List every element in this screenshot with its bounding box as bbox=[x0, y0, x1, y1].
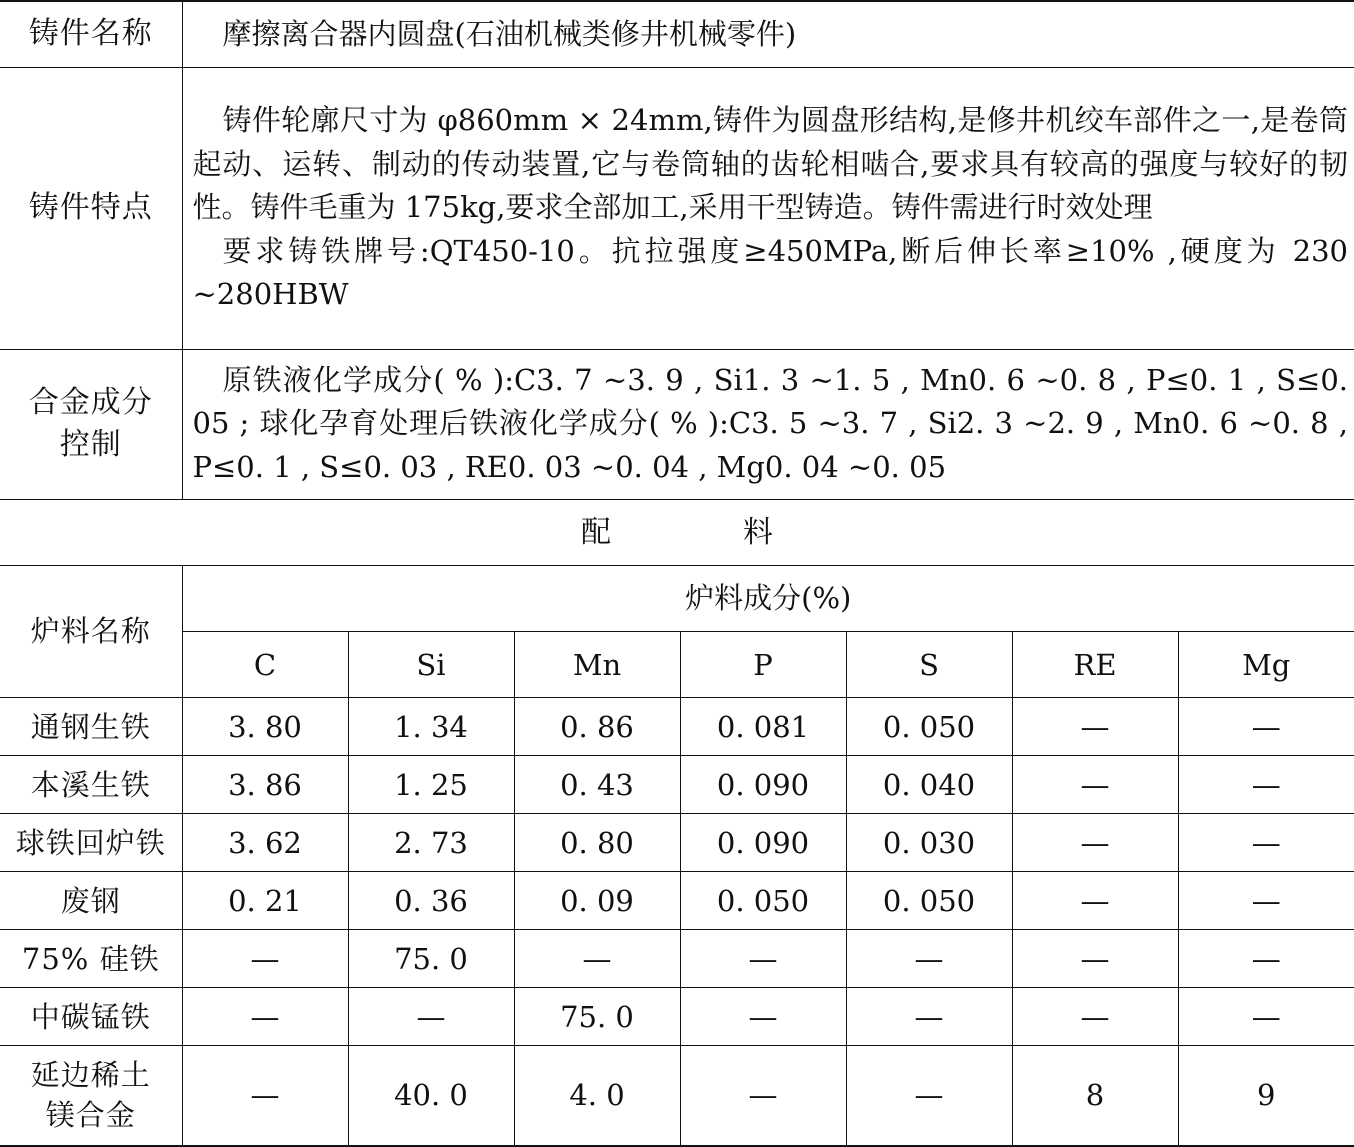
info-row-alloy bbox=[0, 349, 1354, 499]
casting-info-table bbox=[0, 0, 1354, 500]
material-name-cell: 球铁回炉铁 bbox=[0, 814, 182, 872]
value-cell-re: — bbox=[1012, 872, 1178, 930]
value-cell-s: 0. 050 bbox=[846, 698, 1012, 756]
value-cell-p: 0. 081 bbox=[680, 698, 846, 756]
value-cell-s: 0. 050 bbox=[846, 872, 1012, 930]
value-cell-mg: — bbox=[1178, 988, 1354, 1046]
value-cell-si: 1. 34 bbox=[348, 698, 514, 756]
table-row bbox=[0, 698, 1354, 756]
alloy-control-cell bbox=[182, 349, 1354, 499]
info-row-features bbox=[0, 67, 1354, 349]
value-cell-mg: — bbox=[1178, 698, 1354, 756]
value-cell-p: 0. 050 bbox=[680, 872, 846, 930]
alloy-control-label bbox=[0, 349, 182, 499]
material-name-line-2: 镁合金 bbox=[45, 1098, 136, 1133]
table-row bbox=[0, 756, 1354, 814]
value-cell-c: 3. 62 bbox=[182, 814, 348, 872]
material-name-cell: 本溪生铁 bbox=[0, 756, 182, 814]
value-cell-s: — bbox=[846, 1046, 1012, 1146]
value-cell-mn: 0. 43 bbox=[514, 756, 680, 814]
value-cell-p: 0. 090 bbox=[680, 756, 846, 814]
value-cell-c: — bbox=[182, 988, 348, 1046]
material-name-cell: 75% 硅铁 bbox=[0, 930, 182, 988]
alloy-control-label-line-1: 合金成分 bbox=[28, 385, 153, 420]
value-cell-p: — bbox=[680, 988, 846, 1046]
charge-section-title bbox=[0, 500, 1354, 566]
value-cell-p: 0. 090 bbox=[680, 814, 846, 872]
element-header-si: Si bbox=[348, 632, 514, 698]
value-cell-re: — bbox=[1012, 756, 1178, 814]
value-cell-mg: — bbox=[1178, 756, 1354, 814]
value-cell-s: 0. 030 bbox=[846, 814, 1012, 872]
value-cell-mg: 9 bbox=[1178, 1046, 1354, 1146]
value-cell-si: 0. 36 bbox=[348, 872, 514, 930]
value-cell-si: — bbox=[348, 988, 514, 1046]
casting-features-paragraph-1: 铸件轮廓尺寸为 φ860mm × 24mm,铸件为圆盘形结构,是修井机绞车部件之一,是卷筒起动、运转、制动的传动装置,它与卷筒轴的齿轮相啮合,要求具有较高的强度与较好的韧性。铸件毛重为 175kg,要求全部加工,采用干型铸造。铸件需进行时效处理 bbox=[192, 103, 1348, 225]
casting-features-paragraph-2: 要求铸铁牌号:QT450-10。抗拉强度≥450MPa,断后伸长率≥10% ,硬度为 230 ~280HBW bbox=[192, 233, 1348, 312]
value-cell-s: 0. 040 bbox=[846, 756, 1012, 814]
element-header-c: C bbox=[182, 632, 348, 698]
casting-name-label: 铸件名称 bbox=[0, 1, 182, 67]
value-cell-mg: — bbox=[1178, 814, 1354, 872]
value-cell-si: 75. 0 bbox=[348, 930, 514, 988]
charge-materials-table bbox=[0, 566, 1354, 1147]
casting-name-value: 摩擦离合器内圆盘(石油机械类修井机械零件) bbox=[222, 16, 797, 51]
casting-features-cell bbox=[182, 67, 1354, 349]
header-row-2 bbox=[0, 632, 1354, 698]
table-row bbox=[0, 988, 1354, 1046]
value-cell-mn: 0. 80 bbox=[514, 814, 680, 872]
alloy-control-label-line-2: 控制 bbox=[59, 427, 122, 462]
material-name-cell bbox=[0, 1046, 182, 1146]
value-cell-c: 3. 80 bbox=[182, 698, 348, 756]
element-header-s: S bbox=[846, 632, 1012, 698]
value-cell-re: — bbox=[1012, 698, 1178, 756]
value-cell-s: — bbox=[846, 988, 1012, 1046]
element-header-mn: Mn bbox=[514, 632, 680, 698]
value-cell-s: — bbox=[846, 930, 1012, 988]
value-cell-si: 2. 73 bbox=[348, 814, 514, 872]
alloy-control-text: 原铁液化学成分( % ):C3. 7 ~3. 9 , Si1. 3 ~1. 5 , Mn0. 6 ~0. 8 , P≤0. 1 , S≤0. 05 ; 球化孕育处理后铁液化学成分( % ):C3. 5 ~3. 7 , Si2. 3 ~2. 9 , Mn0. 6 ~0. 8 , P≤0. 1 , S≤0. 03 , RE0. 03 ~0. 04 , Mg0. 04 ~0. 05 bbox=[192, 362, 1348, 484]
material-name-cell: 废钢 bbox=[0, 872, 182, 930]
element-header-p: P bbox=[680, 632, 846, 698]
value-cell-re: — bbox=[1012, 814, 1178, 872]
value-cell-re: 8 bbox=[1012, 1046, 1178, 1146]
material-name-cell: 通钢生铁 bbox=[0, 698, 182, 756]
info-row-name bbox=[0, 1, 1354, 67]
value-cell-mn: 0. 09 bbox=[514, 872, 680, 930]
value-cell-mn: — bbox=[514, 930, 680, 988]
value-cell-c: 3. 86 bbox=[182, 756, 348, 814]
value-cell-mg: — bbox=[1178, 872, 1354, 930]
material-name-line-1: 延边稀土 bbox=[30, 1058, 151, 1093]
element-header-re: RE bbox=[1012, 632, 1178, 698]
header-row-1 bbox=[0, 566, 1354, 632]
value-cell-re: — bbox=[1012, 988, 1178, 1046]
value-cell-si: 40. 0 bbox=[348, 1046, 514, 1146]
value-cell-c: — bbox=[182, 930, 348, 988]
composition-group-header: 炉料成分(%) bbox=[182, 566, 1354, 632]
value-cell-c: — bbox=[182, 1046, 348, 1146]
charge-title-char-2: 料 bbox=[743, 514, 773, 550]
value-cell-re: — bbox=[1012, 930, 1178, 988]
value-cell-mn: 75. 0 bbox=[514, 988, 680, 1046]
table-row bbox=[0, 814, 1354, 872]
casting-features-label: 铸件特点 bbox=[0, 67, 182, 349]
value-cell-p: — bbox=[680, 930, 846, 988]
table-row bbox=[0, 1046, 1354, 1146]
material-name-cell: 中碳锰铁 bbox=[0, 988, 182, 1046]
material-name-header: 炉料名称 bbox=[0, 566, 182, 698]
value-cell-p: — bbox=[680, 1046, 846, 1146]
table-row bbox=[0, 930, 1354, 988]
value-cell-mg: — bbox=[1178, 930, 1354, 988]
casting-name-cell bbox=[182, 1, 1354, 67]
charge-title-char-1: 配 bbox=[581, 514, 611, 550]
value-cell-mn: 0. 86 bbox=[514, 698, 680, 756]
value-cell-c: 0. 21 bbox=[182, 872, 348, 930]
element-header-mg: Mg bbox=[1178, 632, 1354, 698]
value-cell-mn: 4. 0 bbox=[514, 1046, 680, 1146]
value-cell-si: 1. 25 bbox=[348, 756, 514, 814]
table-row bbox=[0, 872, 1354, 930]
